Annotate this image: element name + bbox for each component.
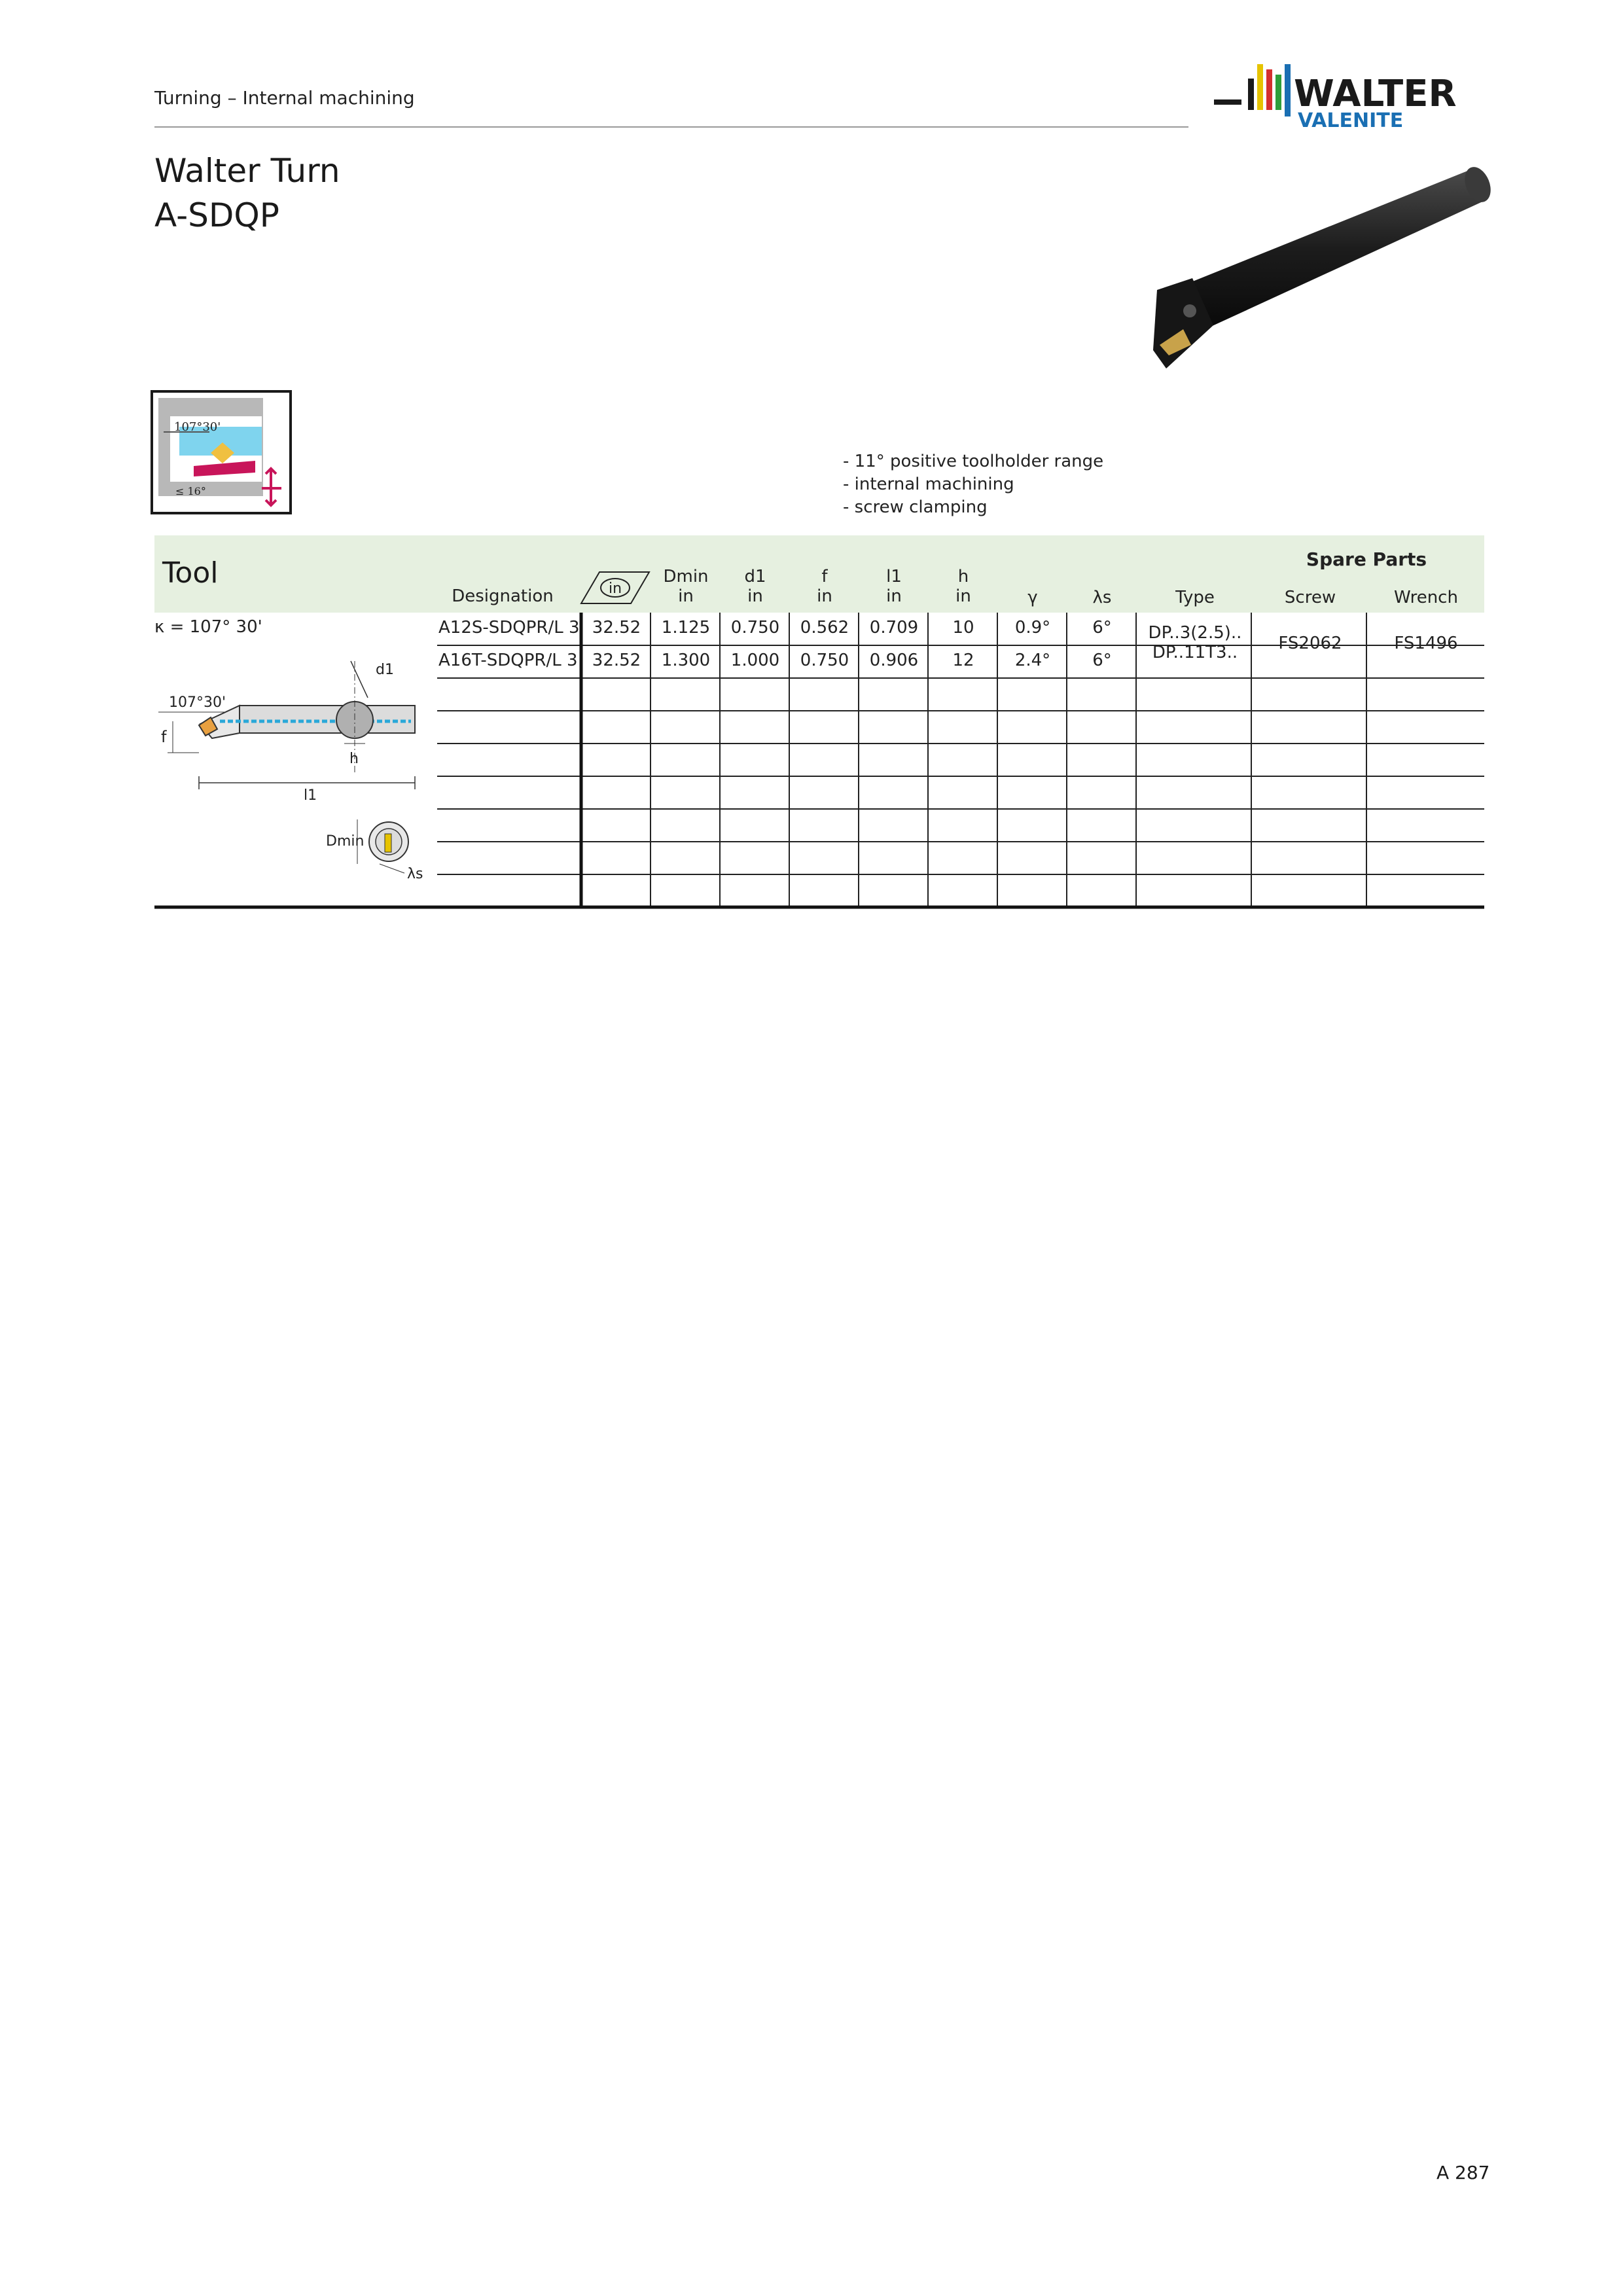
feature-item: - 11° positive toolholder range xyxy=(843,452,1104,471)
spare-part-type-2: DP..11T3.. xyxy=(1152,643,1238,662)
table-cell-l1: 0.906 xyxy=(869,651,919,670)
col-header-dmin-unit: in xyxy=(678,586,694,606)
tool-heading: Tool xyxy=(162,556,219,590)
col-header-dmin xyxy=(652,567,720,606)
svg-text:Dmin: Dmin xyxy=(326,833,365,850)
table-cell-h: 12 xyxy=(952,651,974,670)
col-header-screw: Screw xyxy=(1284,588,1336,607)
table-cell-dmin: 1.300 xyxy=(661,651,711,670)
table-cell-gamma: 2.4° xyxy=(1014,651,1051,670)
spare-part-screw: FS2062 xyxy=(1278,634,1342,653)
feature-list xyxy=(843,450,1103,519)
col-header-l1 xyxy=(860,567,928,606)
table-cell-insert-angle: 32.52 xyxy=(592,651,641,670)
product-family-title: Walter Turn xyxy=(154,152,340,190)
tool-geometry-drawing xyxy=(154,648,429,890)
spare-parts-heading: Spare Parts xyxy=(1306,548,1427,570)
table-row-designation: A12S-SDQPR/L 3 xyxy=(438,618,580,637)
col-header-designation: Designation xyxy=(452,586,554,606)
col-header-f-label: f xyxy=(821,567,828,586)
table-cell-lambda-s: 6° xyxy=(1092,618,1112,637)
insert-shape-icon xyxy=(580,569,651,606)
table-cell-insert-angle: 32.52 xyxy=(592,618,641,637)
col-header-lambda-s: λs xyxy=(1092,588,1112,607)
col-header-f-unit: in xyxy=(817,586,832,606)
svg-text:in: in xyxy=(608,581,622,597)
table-cell-dmin: 1.125 xyxy=(661,618,711,637)
feature-item: - internal machining xyxy=(843,475,1014,494)
col-header-d1 xyxy=(721,567,789,606)
table-cell-f: 0.562 xyxy=(800,618,849,637)
col-header-gamma: γ xyxy=(1027,588,1038,607)
svg-text:≤ 16°: ≤ 16° xyxy=(175,485,206,497)
col-header-l1-label: l1 xyxy=(886,567,902,586)
application-diagram xyxy=(151,390,292,514)
svg-text:h: h xyxy=(349,751,359,767)
col-header-l1-unit: in xyxy=(886,586,902,606)
table-cell-d1: 1.000 xyxy=(730,651,780,670)
spare-part-type-1: DP..3(2.5).. xyxy=(1148,623,1242,643)
svg-text:l1: l1 xyxy=(304,787,317,804)
col-header-d1-label: d1 xyxy=(744,567,766,586)
svg-text:107°30': 107°30' xyxy=(174,420,221,434)
svg-text:VALENITE: VALENITE xyxy=(1298,109,1404,132)
table-row-designation: A16T-SDQPR/L 3 xyxy=(438,651,578,670)
table-cell-f: 0.750 xyxy=(800,651,849,670)
col-header-h xyxy=(929,567,997,606)
col-header-type: Type xyxy=(1175,588,1215,607)
walter-valenite-logo xyxy=(1214,59,1489,134)
col-header-wrench: Wrench xyxy=(1394,588,1458,607)
col-header-h-label: h xyxy=(957,567,969,586)
feature-item: - screw clamping xyxy=(843,497,988,517)
col-header-h-unit: in xyxy=(955,586,971,606)
svg-text:λs: λs xyxy=(407,866,423,882)
page-number: A 287 xyxy=(1436,2162,1490,2183)
svg-text:WALTER: WALTER xyxy=(1294,73,1457,115)
table-cell-d1: 0.750 xyxy=(730,618,780,637)
spare-part-type xyxy=(1137,623,1253,662)
svg-text:f: f xyxy=(161,728,167,746)
table-cell-lambda-s: 6° xyxy=(1092,651,1112,670)
spare-part-wrench: FS1496 xyxy=(1394,634,1458,653)
product-model-title: A-SDQP xyxy=(154,196,279,234)
boring-bar-photo xyxy=(1086,154,1499,376)
svg-text:107°30': 107°30' xyxy=(169,694,226,711)
table-cell-gamma: 0.9° xyxy=(1014,618,1051,637)
approach-angle-label: κ = 107° 30' xyxy=(154,617,262,637)
table-cell-h: 10 xyxy=(952,618,974,637)
header-divider xyxy=(154,126,1188,128)
breadcrumb: Turning – Internal machining xyxy=(154,87,415,109)
table-cell-l1: 0.709 xyxy=(869,618,919,637)
col-header-f xyxy=(791,567,859,606)
col-header-d1-unit: in xyxy=(747,586,763,606)
svg-text:d1: d1 xyxy=(376,662,394,678)
col-header-dmin-label: Dmin xyxy=(663,567,709,586)
